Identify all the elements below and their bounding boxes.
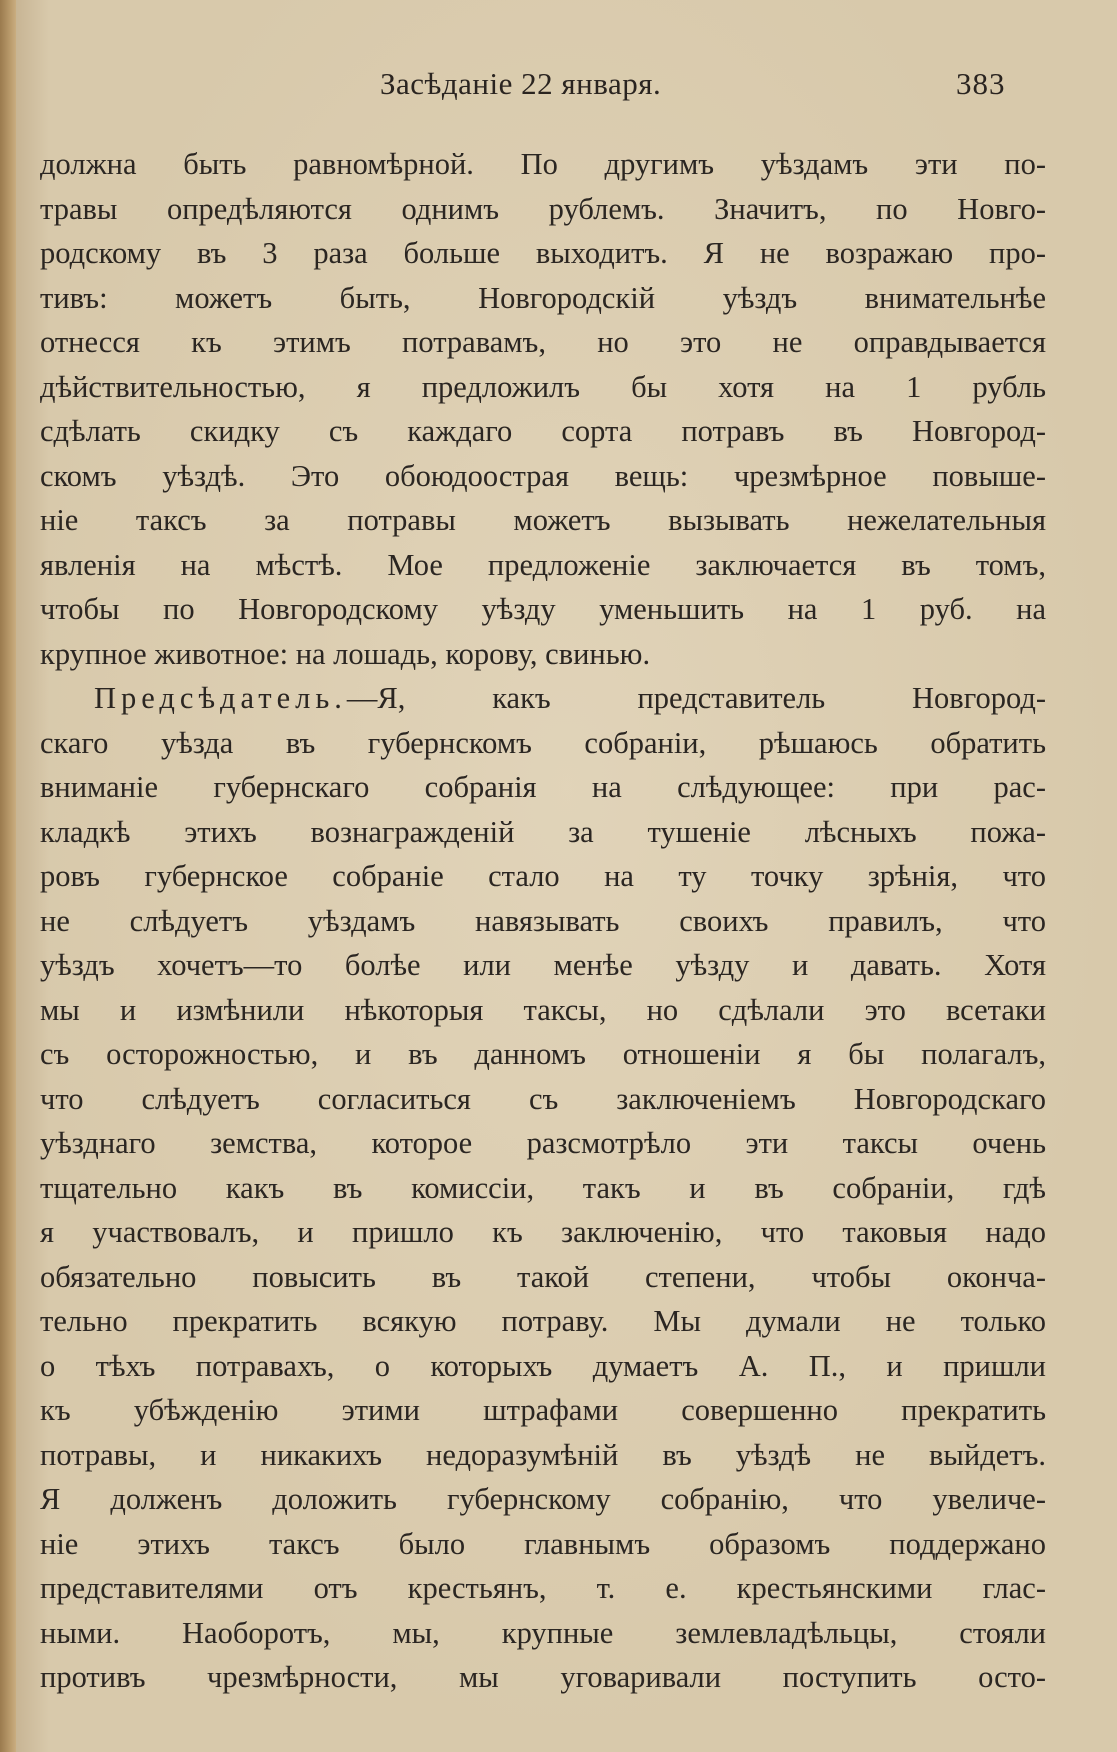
text-line: должна быть равномѣрной. По другимъ уѣздамъ эти по- bbox=[40, 147, 1046, 181]
text-line: къ убѣжденію этими штрафами совершенно прекратить bbox=[40, 1393, 1046, 1427]
text-line: явленія на мѣстѣ. Мое предложеніе заключается въ томъ, bbox=[40, 547, 1046, 582]
speaker-name: Предсѣдатель. bbox=[94, 681, 347, 715]
text-line: ніе этихъ таксъ было главнымъ образомъ поддержано bbox=[40, 1526, 1046, 1561]
page-binding-edge bbox=[0, 0, 16, 1752]
running-title: Засѣданіе 22 января. bbox=[380, 66, 662, 101]
text-line: отнесся къ этимъ потравамъ, но это не оправдывается bbox=[40, 325, 1046, 359]
text-line: скомъ уѣздѣ. Это обоюдоострая вещь: чрезмѣрное повыше- bbox=[40, 458, 1046, 493]
text-line: не слѣдуетъ уѣздамъ навязывать своихъ правилъ, что bbox=[40, 903, 1046, 938]
page-number: 383 bbox=[956, 66, 1006, 101]
text-line: представителями отъ крестьянъ, т. е. крестьянскими глас- bbox=[40, 1571, 1046, 1605]
text-line: Я долженъ доложить губернскому собранію, что увеличе- bbox=[40, 1482, 1046, 1516]
text-line: тивъ: можетъ быть, Новгородскій уѣздъ внимательнѣе bbox=[40, 280, 1046, 315]
text-line: обязательно повысить въ такой степени, чтобы оконча- bbox=[40, 1259, 1046, 1294]
text-line: родскому въ 3 раза больше выходитъ. Я не возражаю про- bbox=[40, 236, 1046, 270]
text-line: мы и измѣнили нѣкоторыя таксы, но сдѣлали это всетаки bbox=[40, 992, 1046, 1027]
text-line: травы опредѣляются однимъ рублемъ. Значитъ, по Новго- bbox=[40, 191, 1046, 226]
book-page bbox=[16, 0, 1117, 1752]
text-line: вниманіе губернскаго собранія на слѣдующее: при рас- bbox=[40, 770, 1046, 804]
page-header bbox=[16, 66, 1117, 112]
text-line: уѣзднаго земства, которое разсмотрѣло эти таксы очень bbox=[40, 1126, 1046, 1160]
text-line: ными. Наоборотъ, мы, крупные землевладѣльцы, стояли bbox=[40, 1615, 1046, 1650]
text-line: кладкѣ этихъ вознагражденій за тушеніе лѣсныхъ пожа- bbox=[40, 814, 1046, 849]
text-line: ровъ губернское собраніе стало на ту точку зрѣнія, что bbox=[40, 859, 1046, 893]
text-line: съ осторожностью, и въ данномъ отношеніи я бы полагалъ, bbox=[40, 1037, 1046, 1071]
speaker-remark: —Я, какъ представитель Новгород- bbox=[346, 681, 1046, 715]
text-line: уѣздъ хочетъ—то болѣе или менѣе уѣзду и давать. Хотя bbox=[40, 948, 1046, 982]
text-line: чтобы по Новгородскому уѣзду уменьшить на 1 руб. на bbox=[40, 592, 1046, 626]
text-line: я участвовалъ, и пришло къ заключенію, что таковыя надо bbox=[40, 1215, 1046, 1249]
text-line: тщательно какъ въ комиссіи, такъ и въ собраніи, гдѣ bbox=[40, 1170, 1046, 1205]
text-line: тельно прекратить всякую потраву. Мы думали не только bbox=[40, 1304, 1046, 1338]
text-line: противъ чрезмѣрности, мы уговаривали поступить осто- bbox=[40, 1660, 1046, 1694]
text-line: потравы, и никакихъ недоразумѣній въ уѣздѣ не выйдетъ. bbox=[40, 1437, 1046, 1472]
text-line: сдѣлать скидку съ каждаго сорта потравъ въ Новгород- bbox=[40, 414, 1046, 448]
text-line: скаго уѣзда въ губернскомъ собраніи, рѣшаюсь обратить bbox=[40, 725, 1046, 760]
text-line: крупное животное: на лошадь, корову, свинью. bbox=[40, 636, 651, 671]
text-line: ніе таксъ за потравы можетъ вызывать нежелательныя bbox=[40, 503, 1046, 537]
text-line: дѣйствительностью, я предложилъ бы хотя на 1 рубль bbox=[40, 369, 1046, 404]
text-line: о тѣхъ потравахъ, о которыхъ думаетъ А. П., и пришли bbox=[40, 1348, 1046, 1383]
text-line: что слѣдуетъ согласиться съ заключеніемъ Новгородскаго bbox=[40, 1081, 1046, 1116]
body-text bbox=[40, 142, 1046, 1700]
speaker-line bbox=[40, 676, 1046, 721]
